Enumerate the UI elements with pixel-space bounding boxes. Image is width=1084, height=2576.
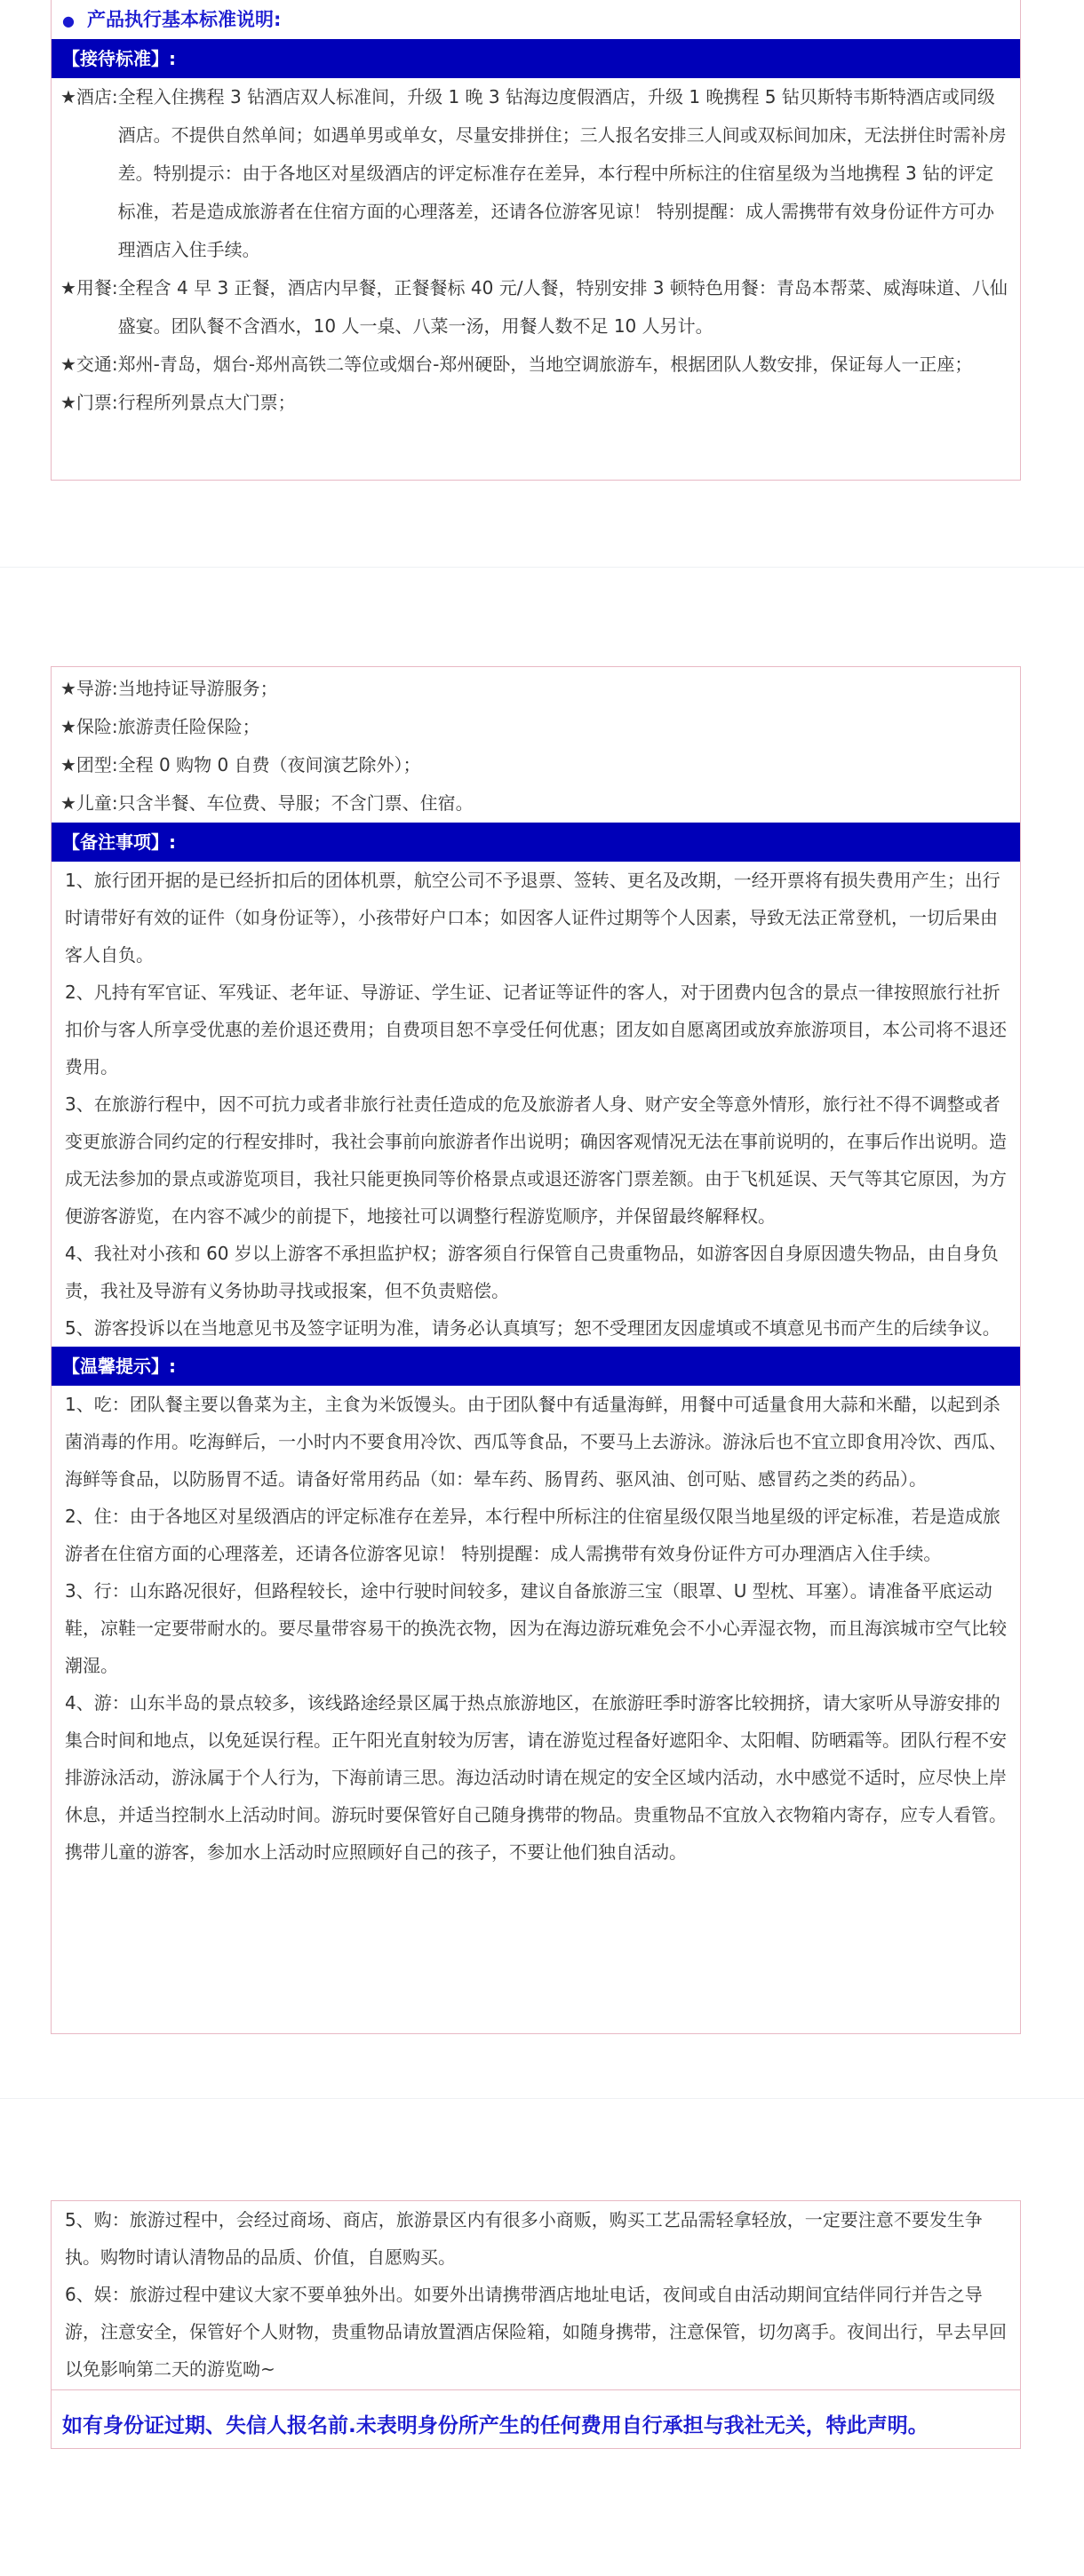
list-item: 4、我社对小孩和 60 岁以上游客不承担监护权；游客须自行保管自己贵重物品，如游客因自身原因遗失物品，由自身负责，我社及导游有义务协助寻找或报案，但不负责赔偿。 <box>65 1243 999 1301</box>
bullet-dot-icon: ● <box>62 12 75 29</box>
list-item: 5、购：旅游过程中，会经过商场、商店，旅游景区内有很多小商贩，购买工艺品需轻拿轻放，一定要注意不要发生争执。购物时请认清物品的品质、价值，自愿购买。 <box>65 2209 983 2268</box>
item-text: 旅游责任险保险； <box>117 716 260 737</box>
list-item: 3、在旅游行程中，因不可抗力或者非旅行社责任造成的危及旅游者人身、财产安全等意外情形，旅行社不得不调整或者变更旅游合同约定的行程安排时，我社会事前向旅游者作出说明；确因客观情况无法在事前说明的，在事后作出说明。造成无法参加的景点或游览项目，我社只能更换同等价格景点或退还游客门票差额。由于飞机延误、天气等其它原因，为方便游客游览，在内容不减少的前提下，地接社可以调整行程游览顺序，并保留最终解释权。 <box>65 1093 1007 1227</box>
item-label: ★交通: <box>60 354 118 375</box>
list-item: 5、游客投诉以在当地意见书及签字证明为准，请务必认真填写；恕不受理团友因虚填或不填意见书而产生的后续争议。 <box>65 1317 1000 1339</box>
item-text: 全程含 4 早 3 正餐，酒店内早餐，正餐餐标 40 元/人餐，特别安排 3 顿特色用餐：青岛本帮菜、威海味道、八仙盛宴。团队餐不含酒水，10 人一桌、八菜一汤，用餐人数不足 10 人另计。 <box>117 277 1008 337</box>
item-label: ★用餐: <box>60 277 118 298</box>
intro-title-text: 产品执行基本标准说明: <box>86 9 282 30</box>
item-label: ★导游: <box>60 678 118 699</box>
info-panel-2 <box>51 666 1021 2034</box>
list-item <box>52 384 1020 422</box>
section-header-tips: 【温馨提示】: <box>52 1347 1020 1386</box>
info-panel-1 <box>51 0 1021 481</box>
list-item: 2、住：由于各地区对星级酒店的评定标准存在差异，本行程中所标注的住宿星级仅限当地星级的评定标准，若是造成旅游者在住宿方面的心理落差，还请各位游客见谅！ 特别提醒：成人需携带有效身份证件方可办理酒店入住手续。 <box>65 1506 1000 1564</box>
item-text: 全程 0 购物 0 自费（夜间演艺除外）； <box>117 754 421 775</box>
item-text: 行程所列景点大门票； <box>117 392 296 413</box>
section-header-reception: 【接待标准】: <box>52 39 1020 78</box>
item-label: ★保险: <box>60 716 118 737</box>
list-item: 3、行：山东路况很好，但路程较长，途中行驶时间较多，建议自备旅游三宝（眼罩、U 型枕、耳塞）。请准备平底运动鞋，凉鞋一定要带耐水的。要尽量带容易干的换洗衣物，因为在海边游玩难免会不小心弄湿衣物，而且海滨城市空气比较潮湿。 <box>65 1580 1007 1676</box>
list-item: 1、旅行团开据的是已经折扣后的团体机票，航空公司不予退票、签转、更名及改期，一经开票将有损失费用产生；出行时请带好有效的证件（如身份证等），小孩带好户口本；如因客人证件过期等个人因素，导致无法正常登机，一切后果由客人自负。 <box>65 870 1000 966</box>
list-item <box>52 269 1020 346</box>
list-item: 4、游：山东半岛的景点较多，该线路途经景区属于热点旅游地区，在旅游旺季时游客比较拥挤，请大家听从导游安排的集合时间和地点，以免延误行程。正午阳光直射较为厉害，请在游览过程备好遮阳伞、太阳帽、防晒霜等。团队行程不安排游泳活动，游泳属于个人行为，下海前请三思。海边活动时请在规定的安全区域内活动，水中感觉不适时，应尽快上岸休息，并适当控制水上活动时间。游玩时要保管好自己随身携带的物品。贵重物品不宜放入衣物箱内寄存，应专人看管。携带儿童的游客，参加水上活动时应照顾好自己的孩子，不要让他们独自活动。 <box>65 1692 1007 1863</box>
disclaimer-note: 如有身份证过期、失信人报名前.未表明身份所产生的任何费用自行承担与我社无关，特此声明。 <box>52 2389 1020 2449</box>
item-text: 当地持证导游服务； <box>117 678 278 699</box>
list-item: 6、娱：旅游过程中建议大家不要单独外出。如要外出请携带酒店地址电话，夜间或自由活动期间宜结伴同行并告之导游，注意安全，保管好个人财物，贵重物品请放置酒店保险箱，如随身携带，注意保管，切勿离手。夜间出行，早去早回以免影响第二天的游览呦~ <box>65 2284 1007 2380</box>
item-text: 郑州-青岛，烟台-郑州高铁二等位或烟台-郑州硬卧，当地空调旅游车，根据团队人数安排，保证每人一正座； <box>117 354 973 375</box>
page-divider <box>0 2098 1084 2099</box>
item-text: 全程入住携程 3 钻酒店双人标准间，升级 1 晚 3 钻海边度假酒店，升级 1 晚携程 5 钻贝斯特韦斯特酒店或同级酒店。不提供自然单间；如遇单男或单女，尽量安排拼住；三人报名安排三人间或双标间加床，无法拼住时需补房差。特别提示：由于各地区对星级酒店的评定标准存在差异，本行程中所标注的住宿星级为当地携程 3 钻的评定标准，若是造成旅游者在住宿方面的心理落差，还请各位游客见谅！ 特别提醒：成人需携带有效身份证件方可办理酒店入住手续。 <box>117 86 1007 260</box>
list-item: 1、吃：团队餐主要以鲁菜为主，主食为米饭馒头。由于团队餐中有适量海鲜，用餐中可适量食用大蒜和米醋，以起到杀菌消毒的作用。吃海鲜后，一小时内不要食用冷饮、西瓜等食品，不要马上去游泳。游泳后也不宜立即食用冷饮、西瓜、海鲜等食品，以防肠胃不适。请备好常用药品（如：晕车药、肠胃药、驱风油、创可贴、感冒药之类的药品）。 <box>65 1394 1007 1490</box>
info-panel-3 <box>51 2200 1021 2449</box>
list-item <box>52 784 1020 823</box>
list-item <box>52 346 1020 384</box>
section-header-remarks: 【备注事项】: <box>52 823 1020 862</box>
item-label: ★团型: <box>60 754 118 775</box>
list-item <box>52 746 1020 784</box>
list-item <box>52 670 1020 708</box>
page-divider <box>0 567 1084 568</box>
list-item <box>52 78 1020 269</box>
item-label: ★儿童: <box>60 792 118 814</box>
list-item <box>52 708 1020 746</box>
item-text: 只含半餐、车位费、导服；不含门票、住宿。 <box>117 792 474 814</box>
item-label: ★酒店: <box>60 86 118 107</box>
list-item: 2、凡持有军官证、军残证、老年证、导游证、学生证、记者证等证件的客人，对于团费内包含的景点一律按照旅行社折扣价与客人所享受优惠的差价退还费用；自费项目恕不享受任何优惠；团友如自愿离团或放弃旅游项目，本公司将不退还费用。 <box>65 982 1007 1077</box>
item-label: ★门票: <box>60 392 118 413</box>
intro-title <box>52 0 1020 39</box>
